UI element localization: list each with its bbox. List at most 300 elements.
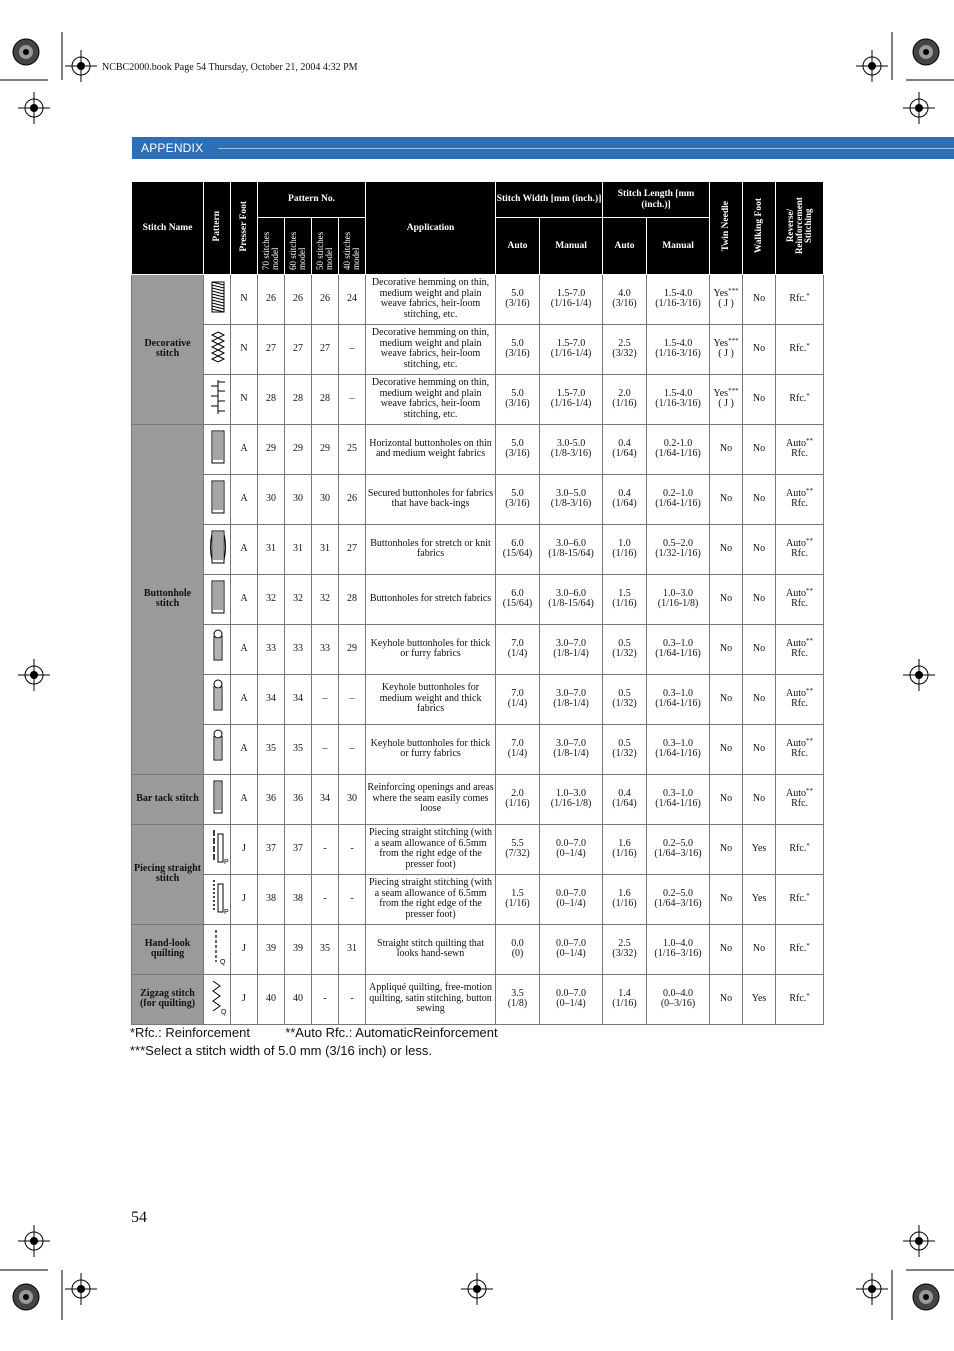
table-row — [132, 674, 824, 724]
pattern-icon — [204, 874, 231, 924]
width-auto — [496, 274, 540, 324]
length-auto — [603, 574, 647, 624]
header-presser-foot: Presser Foot — [231, 182, 258, 275]
cell-text: 6.0 — [511, 537, 524, 549]
pattern-no: 32 — [312, 574, 339, 624]
header-length-auto: Auto — [603, 218, 647, 275]
cell-text: No — [719, 942, 733, 954]
cell-text: 0.2-1.0 — [663, 437, 693, 449]
cell-text: 1.5-7.0 — [556, 337, 586, 349]
pattern-no: - — [339, 874, 366, 924]
pattern-no: 26 — [339, 474, 366, 524]
cell-text: (1/32-1/16) — [655, 548, 701, 559]
pattern-no: 38 — [258, 874, 285, 924]
pattern-icon — [204, 624, 231, 674]
cell-text: 0.5 — [618, 737, 631, 749]
cell-text: Auto — [786, 537, 807, 549]
reverse-stitching — [776, 924, 824, 974]
twin-needle — [710, 374, 743, 424]
cell-text: 7.0 — [511, 687, 524, 699]
cell-text: ( J ) — [718, 298, 734, 309]
walking-foot: Yes — [743, 874, 776, 924]
pattern-no: – — [339, 374, 366, 424]
length-manual — [647, 974, 710, 1024]
pattern-no: - — [312, 824, 339, 874]
cell-text: (1/16-1/8) — [550, 798, 592, 809]
cell-text: No — [719, 492, 733, 504]
cell-text: Rfc. — [791, 798, 809, 809]
cell-text: 5.0 — [511, 437, 524, 449]
length-auto — [603, 924, 647, 974]
twin-needle — [710, 324, 743, 374]
walking-foot: No — [743, 924, 776, 974]
cell-text: (1/64-1/16) — [655, 698, 701, 709]
table-header — [132, 182, 824, 275]
walking-foot: No — [743, 724, 776, 774]
pattern-no: 28 — [258, 374, 285, 424]
cell-text: Auto — [786, 587, 807, 599]
cell-text: (1/8-1/4) — [553, 698, 589, 709]
pattern-no: 24 — [339, 274, 366, 324]
cell-text: Rfc. — [791, 648, 809, 659]
pattern-no: 27 — [285, 324, 312, 374]
footnote-mark: *** — [728, 386, 739, 395]
presser-foot: A — [231, 574, 258, 624]
presser-foot: J — [231, 974, 258, 1024]
pattern-no: 29 — [258, 424, 285, 474]
cell-text: (1/8-3/16) — [550, 448, 592, 459]
cell-text: 3.0–6.0 — [556, 587, 587, 599]
application: Appliqué quilting, free-motion quilting, satin stitching, button sewing — [366, 974, 496, 1024]
pattern-no: 34 — [285, 674, 312, 724]
cell-text: 1.6 — [618, 837, 631, 849]
cell-text: Rfc. — [789, 392, 807, 404]
footnote-mark: * — [806, 341, 810, 350]
cell-text: (1/4) — [507, 648, 528, 659]
cell-text: 1.5-4.0 — [663, 287, 693, 299]
width-manual — [540, 624, 603, 674]
section-rule — [218, 148, 954, 149]
cell-text: 5.0 — [511, 337, 524, 349]
twin-needle — [710, 624, 743, 674]
pattern-no: 32 — [258, 574, 285, 624]
pattern-no: 35 — [258, 724, 285, 774]
cell-text: No — [719, 442, 733, 454]
presser-foot: A — [231, 624, 258, 674]
reverse-stitching — [776, 474, 824, 524]
cell-text: 1.5-7.0 — [556, 387, 586, 399]
table-row — [132, 274, 824, 324]
pattern-no: – — [312, 724, 339, 774]
walking-foot: No — [743, 324, 776, 374]
pattern-no: – — [339, 324, 366, 374]
cell-text: 1.6 — [618, 887, 631, 899]
length-auto — [603, 474, 647, 524]
walking-foot: No — [743, 674, 776, 724]
cell-text: (1/16-3/16) — [655, 398, 701, 409]
width-auto — [496, 374, 540, 424]
pattern-no: 30 — [339, 774, 366, 824]
table-row — [132, 524, 824, 574]
presser-foot: N — [231, 324, 258, 374]
pattern-no: 31 — [339, 924, 366, 974]
pattern-no: 40 — [285, 974, 312, 1024]
cell-text: (1/64) — [612, 498, 637, 509]
length-auto — [603, 274, 647, 324]
width-auto — [496, 424, 540, 474]
application: Secured buttonholes for fabrics that have back-ings — [366, 474, 496, 524]
cell-text: (1/16) — [612, 998, 637, 1009]
table-row — [132, 424, 824, 474]
cell-text: 0.0–7.0 — [556, 837, 587, 849]
cell-text: (0–1/4) — [556, 998, 586, 1009]
pattern-icon — [204, 374, 231, 424]
footnote-mark: * — [806, 391, 810, 400]
cell-text: (15/64) — [502, 598, 533, 609]
length-manual — [647, 524, 710, 574]
table-row — [132, 624, 824, 674]
svg-text:P: P — [224, 909, 229, 917]
reverse-stitching — [776, 324, 824, 374]
cell-text: 1.0 — [618, 537, 631, 549]
header-twin-needle: Twin Needle — [710, 182, 743, 275]
walking-foot: No — [743, 274, 776, 324]
pattern-no: 34 — [312, 774, 339, 824]
cell-text: 7.0 — [511, 637, 524, 649]
pattern-no: 27 — [312, 324, 339, 374]
footnote-mark: * — [806, 841, 810, 850]
twin-needle — [710, 724, 743, 774]
cell-text: ( J ) — [718, 348, 734, 359]
cell-text: Rfc. — [791, 448, 809, 459]
cell-text: (1/16–3/16) — [654, 948, 702, 959]
width-auto — [496, 724, 540, 774]
cell-text: Rfc. — [789, 292, 807, 304]
application: Piecing straight stitching (with a seam allowance of 6.5mm from the right edge of the presser foot) — [366, 824, 496, 874]
cell-text: No — [719, 592, 733, 604]
cell-text: (0) — [511, 948, 524, 959]
pattern-no: 33 — [258, 624, 285, 674]
twin-needle — [710, 674, 743, 724]
cell-text: 0.0–4.0 — [663, 987, 694, 999]
stitch-group-name: Piecing straight stitch — [132, 824, 204, 924]
length-manual — [647, 824, 710, 874]
footnote-mark: ** — [806, 536, 814, 545]
pattern-no: 26 — [312, 274, 339, 324]
length-manual — [647, 724, 710, 774]
cell-text: (1/64-1/16) — [655, 498, 701, 509]
footnote-mark: ** — [806, 736, 814, 745]
footnote-mark: * — [806, 991, 810, 1000]
pattern-icon — [204, 274, 231, 324]
cell-text: Rfc. — [789, 892, 807, 904]
cell-text: (3/16) — [612, 298, 637, 309]
cell-text: ( J ) — [718, 398, 734, 409]
pattern-no: 28 — [285, 374, 312, 424]
pattern-no: 29 — [339, 624, 366, 674]
print-info: NCBC2000.book Page 54 Thursday, October 21, 2004 4:32 PM — [102, 62, 358, 73]
width-manual — [540, 274, 603, 324]
cell-text: Yes — [713, 387, 729, 399]
pattern-icon — [204, 474, 231, 524]
section-title: APPENDIX — [141, 141, 204, 155]
cell-text: 0.5 — [618, 637, 631, 649]
length-auto — [603, 674, 647, 724]
width-auto — [496, 974, 540, 1024]
pattern-no: – — [339, 674, 366, 724]
cell-text: Rfc. — [789, 992, 807, 1004]
cell-text: (1/32) — [612, 648, 637, 659]
cell-text: Auto — [786, 787, 807, 799]
reverse-stitching — [776, 824, 824, 874]
cell-text: 2.0 — [511, 787, 524, 799]
width-manual — [540, 874, 603, 924]
cell-text: Rfc. — [789, 942, 807, 954]
reverse-stitching — [776, 974, 824, 1024]
pattern-no: – — [339, 724, 366, 774]
width-auto — [496, 474, 540, 524]
page-number: 54 — [131, 1209, 147, 1226]
pattern-no: 29 — [285, 424, 312, 474]
pattern-no: 28 — [312, 374, 339, 424]
pattern-no: 25 — [339, 424, 366, 474]
twin-needle — [710, 474, 743, 524]
pattern-icon — [204, 574, 231, 624]
pattern-no: 35 — [285, 724, 312, 774]
stitch-group-name: Bar tack stitch — [132, 774, 204, 824]
cell-text: 5.0 — [511, 287, 524, 299]
width-auto — [496, 824, 540, 874]
width-manual — [540, 824, 603, 874]
table-row — [132, 574, 824, 624]
cell-text: 1.5 — [511, 887, 524, 899]
stitch-group-name: Decorative stitch — [132, 274, 204, 424]
pattern-no: 33 — [285, 624, 312, 674]
table-row — [132, 324, 824, 374]
cell-text: Rfc. — [791, 598, 809, 609]
presser-foot: A — [231, 674, 258, 724]
cell-text: 1.5-4.0 — [663, 387, 693, 399]
pattern-icon — [204, 424, 231, 474]
footnote-mark: * — [806, 891, 810, 900]
reverse-stitching — [776, 674, 824, 724]
walking-foot: No — [743, 424, 776, 474]
pattern-no: 30 — [258, 474, 285, 524]
length-auto — [603, 874, 647, 924]
length-manual — [647, 574, 710, 624]
application: Horizontal buttonholes on thin and medium weight fabrics — [366, 424, 496, 474]
table-body — [132, 274, 824, 1024]
width-auto — [496, 674, 540, 724]
length-auto — [603, 774, 647, 824]
cell-text: 3.0–7.0 — [556, 737, 587, 749]
table-row — [132, 974, 824, 1024]
width-manual — [540, 674, 603, 724]
length-auto — [603, 424, 647, 474]
pattern-no: 28 — [339, 574, 366, 624]
footnote-rfc: *Rfc.: Reinforcement — [130, 1025, 250, 1040]
length-manual — [647, 474, 710, 524]
cell-text: Rfc. — [789, 342, 807, 354]
length-manual — [647, 624, 710, 674]
cell-text: 0.2–5.0 — [663, 837, 694, 849]
cell-text: (3/16) — [505, 398, 530, 409]
cell-text: No — [719, 892, 733, 904]
cell-text: 1.5-7.0 — [556, 287, 586, 299]
pattern-no: - — [339, 974, 366, 1024]
footnote-mark: ** — [806, 436, 814, 445]
table-row — [132, 874, 824, 924]
stitch-table — [131, 181, 824, 1025]
cell-text: (1/16-1/4) — [550, 298, 592, 309]
walking-foot: No — [743, 374, 776, 424]
header-application: Application — [366, 182, 496, 275]
pattern-no: 40 — [258, 974, 285, 1024]
cell-text: (1/64) — [612, 798, 637, 809]
cell-text: (1/8) — [507, 998, 528, 1009]
presser-foot: A — [231, 724, 258, 774]
twin-needle — [710, 874, 743, 924]
pattern-icon — [204, 324, 231, 374]
cell-text: 0.0 — [511, 937, 524, 949]
cell-text: (1/32) — [612, 748, 637, 759]
cell-text: 2.0 — [618, 387, 631, 399]
cell-text: (1/16) — [612, 598, 637, 609]
footnote-auto-rfc: **Auto Rfc.: AutomaticReinforcement — [285, 1025, 498, 1040]
presser-foot: A — [231, 524, 258, 574]
cell-text: 1.5-4.0 — [663, 337, 693, 349]
length-manual — [647, 274, 710, 324]
pattern-no: 39 — [285, 924, 312, 974]
pattern-no: - — [312, 874, 339, 924]
pattern-icon — [204, 924, 231, 974]
length-auto — [603, 324, 647, 374]
presser-foot: N — [231, 374, 258, 424]
cell-text: 3.0–6.0 — [556, 537, 587, 549]
table-row — [132, 374, 824, 424]
header-stitch-length: Stitch Length [mm (inch.)] — [603, 182, 710, 218]
twin-needle — [710, 774, 743, 824]
footnote-mark: ** — [806, 636, 814, 645]
cell-text: 0.4 — [618, 437, 631, 449]
cell-text: (1/64–3/16) — [654, 848, 702, 859]
header-reverse: Reverse/ Reinforcement Stitching — [776, 182, 824, 275]
cell-text: 0.0–7.0 — [556, 987, 587, 999]
application: Buttonholes for stretch fabrics — [366, 574, 496, 624]
cell-text: Rfc. — [791, 748, 809, 759]
cell-text: (1/16) — [505, 798, 530, 809]
cell-text: 0.3–1.0 — [663, 637, 694, 649]
cell-text: Auto — [786, 737, 807, 749]
cell-text: (1/16) — [612, 398, 637, 409]
cell-text: 6.0 — [511, 587, 524, 599]
cell-text: Rfc. — [791, 548, 809, 559]
cell-text: 3.0–7.0 — [556, 687, 587, 699]
reverse-stitching — [776, 374, 824, 424]
cell-text: (1/4) — [507, 698, 528, 709]
length-manual — [647, 424, 710, 474]
walking-foot: No — [743, 624, 776, 674]
footnote-mark: ** — [806, 786, 814, 795]
cell-text: 3.0–7.0 — [556, 637, 587, 649]
stitch-group-name: Buttonhole stitch — [132, 424, 204, 774]
footnote-mark: *** — [728, 286, 739, 295]
table-row — [132, 474, 824, 524]
cell-text: 3.0-5.0 — [556, 437, 586, 449]
header-walking-foot: Walking Foot — [743, 182, 776, 275]
cell-text: 1.5 — [618, 587, 631, 599]
length-auto — [603, 524, 647, 574]
cell-text: (3/32) — [612, 348, 637, 359]
cell-text: 0.3–1.0 — [663, 737, 694, 749]
header-model-60: 60 stitches model — [285, 218, 312, 275]
footnote-mark: * — [806, 941, 810, 950]
cell-text: 1.0–4.0 — [663, 937, 694, 949]
presser-foot: A — [231, 774, 258, 824]
cell-text: Yes — [713, 287, 729, 299]
application: Straight stitch quilting that looks hand-sewn — [366, 924, 496, 974]
footnote-mark: ** — [806, 486, 814, 495]
footnote-width: ***Select a stitch width of 5.0 mm (3/16 inch) or less. — [130, 1043, 433, 1058]
width-auto — [496, 524, 540, 574]
cell-text: 4.0 — [618, 287, 631, 299]
cell-text: 7.0 — [511, 737, 524, 749]
length-auto — [603, 624, 647, 674]
width-auto — [496, 574, 540, 624]
pattern-no: 26 — [258, 274, 285, 324]
svg-text:P: P — [224, 859, 229, 867]
cell-text: (1/16-1/8) — [657, 598, 699, 609]
length-manual — [647, 774, 710, 824]
pattern-icon — [204, 824, 231, 874]
pattern-no: 30 — [312, 474, 339, 524]
stitch-group-name: Hand-look quilting — [132, 924, 204, 974]
walking-foot: No — [743, 574, 776, 624]
cell-text: (1/16) — [612, 548, 637, 559]
cell-text: (1/64-1/16) — [655, 798, 701, 809]
width-manual — [540, 324, 603, 374]
length-manual — [647, 874, 710, 924]
length-auto — [603, 374, 647, 424]
cell-text: No — [719, 992, 733, 1004]
pattern-icon — [204, 974, 231, 1024]
walking-foot: Yes — [743, 824, 776, 874]
cell-text: (1/16-1/4) — [550, 348, 592, 359]
width-auto — [496, 924, 540, 974]
pattern-no: 37 — [285, 824, 312, 874]
cell-text: No — [719, 792, 733, 804]
application: Keyhole buttonholes for thick or furry fabrics — [366, 724, 496, 774]
cell-text: Auto — [786, 637, 807, 649]
cell-text: 3.0–5.0 — [556, 487, 587, 499]
reverse-stitching — [776, 524, 824, 574]
cell-text: 0.2–1.0 — [663, 487, 694, 499]
pattern-no: 36 — [285, 774, 312, 824]
cell-text: (1/8-1/4) — [553, 748, 589, 759]
width-manual — [540, 574, 603, 624]
application: Keyhole buttonholes for thick or furry fabrics — [366, 624, 496, 674]
pattern-no: 37 — [258, 824, 285, 874]
cell-text: No — [719, 642, 733, 654]
pattern-no: 31 — [312, 524, 339, 574]
application: Piecing straight stitching (with a seam allowance of 6.5mm from the right edge of the presser foot) — [366, 874, 496, 924]
length-manual — [647, 924, 710, 974]
header-model-70: 70 stitches model — [258, 218, 285, 275]
width-auto — [496, 324, 540, 374]
reverse-stitching — [776, 624, 824, 674]
length-manual — [647, 674, 710, 724]
footnote-mark: *** — [728, 336, 739, 345]
